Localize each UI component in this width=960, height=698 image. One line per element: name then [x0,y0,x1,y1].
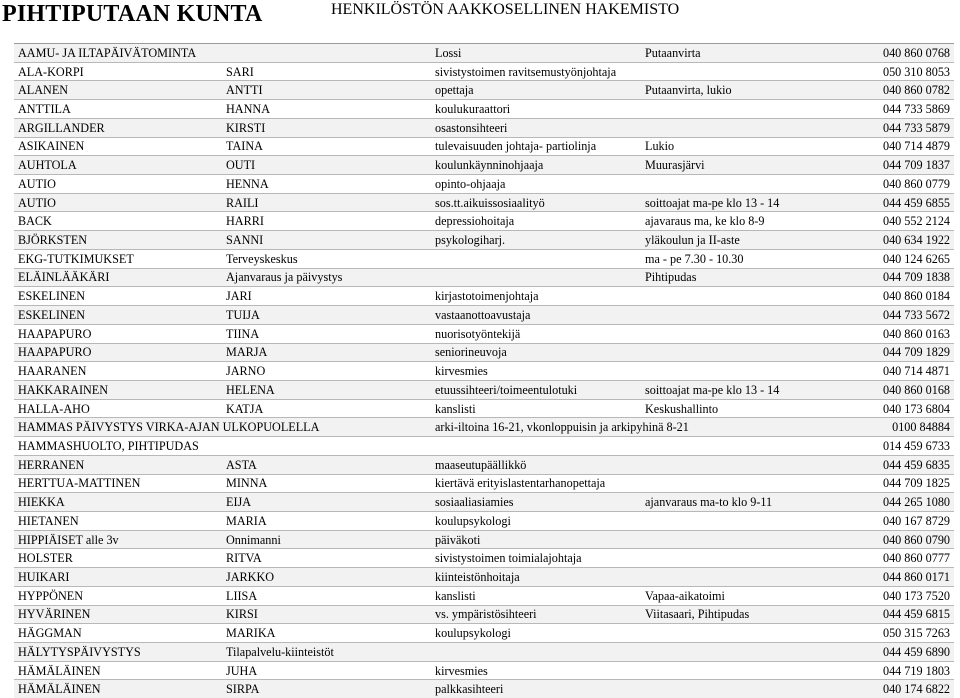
cell-title: nuorisotyöntekijä [431,324,641,343]
cell-phone: 044 459 6855 [849,193,954,212]
cell-surname: HÄMÄLÄINEN [14,661,222,680]
cell-location-note: ma - pe 7.30 - 10.30 [641,249,849,268]
cell-first-name: Ajanvaraus ja päivystys [222,268,431,287]
table-row [14,474,954,493]
cell-location-note [641,362,849,381]
cell-first-name: HELENA [222,380,431,399]
cell-title: kanslisti [431,399,641,418]
table-row [14,680,954,698]
cell-phone: 0100 84884 [849,418,954,437]
cell-surname: ANTTILA [14,100,222,119]
cell-surname: HAMMASHUOLTO, PIHTIPUDAS [14,437,222,456]
table-row [14,399,954,418]
table-row [14,137,954,156]
cell-first-name: HARRI [222,212,431,231]
table-row [14,81,954,100]
cell-title: seniorineuvoja [431,343,641,362]
cell-title: kiinteistönhoitaja [431,568,641,587]
cell-surname: HOLSTER [14,549,222,568]
cell-surname: HÄMÄLÄINEN [14,680,222,698]
cell-phone: 040 860 0168 [849,380,954,399]
table-row [14,100,954,119]
cell-title: vs. ympäristösihteeri [431,605,641,624]
cell-location-note [641,568,849,587]
cell-location-note [641,100,849,119]
table-row [14,605,954,624]
cell-first-name: MARJA [222,343,431,362]
cell-phone: 040 860 0163 [849,324,954,343]
cell-location-note [641,643,849,662]
cell-first-name [222,437,431,456]
cell-first-name: HENNA [222,175,431,194]
cell-phone: 050 310 8053 [849,62,954,81]
table-row [14,418,954,437]
cell-phone: 040 174 6822 [849,680,954,698]
cell-surname: BACK [14,212,222,231]
cell-surname: ALA-KORPI [14,62,222,81]
table-row [14,324,954,343]
cell-phone: 040 552 2124 [849,212,954,231]
cell-location-note: soittoajat ma-pe klo 13 - 14 [641,380,849,399]
cell-location-note [641,62,849,81]
cell-first-name: TAINA [222,137,431,156]
cell-phone: 040 860 0779 [849,175,954,194]
cell-title: tulevaisuuden johtaja- partiolinja [431,137,641,156]
cell-location-note: yläkoulun ja II-aste [641,231,849,250]
cell-first-name: MARIKA [222,624,431,643]
organization-title: PIHTIPUTAAN KUNTA [2,1,263,28]
cell-title: psykologiharj. [431,231,641,250]
cell-title: koulunkäynninohjaaja [431,156,641,175]
cell-surname: HAKKARAINEN [14,380,222,399]
cell-title: opettaja [431,81,641,100]
table-row [14,343,954,362]
cell-phone: 014 459 6733 [849,437,954,456]
cell-surname: AUTIO [14,175,222,194]
table-row [14,362,954,381]
cell-first-name: EIJA [222,493,431,512]
cell-location-note [641,530,849,549]
cell-first-name: TUIJA [222,306,431,325]
cell-title [431,643,641,662]
table-row [14,586,954,605]
cell-surname: HAMMAS PÄIVYSTYS VIRKA-AJAN ULKOPUOLELLA [14,418,222,437]
cell-phone: 040 714 4879 [849,137,954,156]
page-header [0,0,960,40]
cell-surname: AUHTOLA [14,156,222,175]
cell-first-name: HANNA [222,100,431,119]
cell-title: sos.tt.aikuissosiaalityö [431,193,641,212]
cell-first-name: RAILI [222,193,431,212]
cell-location-note: Keskushallinto [641,399,849,418]
table-row [14,175,954,194]
cell-phone: 044 709 1838 [849,268,954,287]
cell-location-note [641,437,849,456]
cell-phone: 040 860 0790 [849,530,954,549]
staff-directory-table [14,43,954,698]
cell-title [431,249,641,268]
cell-phone: 040 860 0184 [849,287,954,306]
cell-title: sivistystoimen toimialajohtaja [431,549,641,568]
cell-title: opinto-ohjaaja [431,175,641,194]
cell-location-note [641,474,849,493]
cell-surname: ESKELINEN [14,287,222,306]
cell-surname: HIEKKA [14,493,222,512]
table-row [14,62,954,81]
cell-first-name: TIINA [222,324,431,343]
cell-location-note [641,287,849,306]
cell-location-note: Vapaa-aikatoimi [641,586,849,605]
cell-title: maaseutupäällikkö [431,455,641,474]
cell-title: kirjastotoimenjohtaja [431,287,641,306]
cell-location-note: Putaanvirta, lukio [641,81,849,100]
cell-phone: 044 733 5672 [849,306,954,325]
cell-location-note: Putaanvirta [641,44,849,63]
cell-first-name [222,44,431,63]
cell-first-name: Onnimanni [222,530,431,549]
cell-phone: 040 860 0782 [849,81,954,100]
cell-location-note [641,661,849,680]
cell-surname: ESKELINEN [14,306,222,325]
cell-first-name: MARIA [222,511,431,530]
cell-surname: HÄLYTYSPÄIVYSTYS [14,643,222,662]
cell-phone: 044 459 6835 [849,455,954,474]
cell-location-note: Pihtipudas [641,268,849,287]
cell-title: koulukuraattori [431,100,641,119]
table-row [14,231,954,250]
cell-phone: 040 860 0768 [849,44,954,63]
cell-location-note: Viitasaari, Pihtipudas [641,605,849,624]
cell-first-name: OUTI [222,156,431,175]
cell-phone: 040 124 6265 [849,249,954,268]
cell-location-note [641,175,849,194]
cell-title: etuussihteeri/toimeentulotuki [431,380,641,399]
cell-title: depressiohoitaja [431,212,641,231]
cell-surname: HALLA-AHO [14,399,222,418]
cell-location-note [641,324,849,343]
cell-title: päiväkoti [431,530,641,549]
cell-title: Lossi [431,44,641,63]
cell-surname: EKG-TUTKIMUKSET [14,249,222,268]
cell-location-note: ajavaraus ma, ke klo 8-9 [641,212,849,231]
cell-phone: 044 733 5869 [849,100,954,119]
table-row [14,212,954,231]
cell-first-name: LIISA [222,586,431,605]
table-row [14,493,954,512]
cell-surname: ARGILLANDER [14,118,222,137]
cell-location-note [641,511,849,530]
cell-phone: 040 173 6804 [849,399,954,418]
cell-first-name: ASTA [222,455,431,474]
cell-first-name: RITVA [222,549,431,568]
table-row [14,530,954,549]
table-row [14,268,954,287]
cell-location-note [641,343,849,362]
cell-phone: 044 860 0171 [849,568,954,587]
cell-phone: 040 634 1922 [849,231,954,250]
cell-first-name: Tilapalvelu-kiinteistöt [222,643,431,662]
table-row [14,568,954,587]
cell-location-note [641,624,849,643]
cell-phone: 040 167 8729 [849,511,954,530]
cell-surname: HUIKARI [14,568,222,587]
cell-location-note [641,680,849,698]
cell-surname: ALANEN [14,81,222,100]
cell-location-note: Lukio [641,137,849,156]
table-row [14,549,954,568]
cell-surname: HYVÄRINEN [14,605,222,624]
cell-first-name: KATJA [222,399,431,418]
table-row [14,643,954,662]
cell-phone: 044 733 5879 [849,118,954,137]
table-row [14,193,954,212]
cell-surname: HIETANEN [14,511,222,530]
cell-phone: 044 709 1837 [849,156,954,175]
cell-title: palkkasihteeri [431,680,641,698]
cell-phone: 044 719 1803 [849,661,954,680]
cell-phone: 044 709 1825 [849,474,954,493]
cell-surname: HERRANEN [14,455,222,474]
table-row [14,380,954,399]
cell-title: koulupsykologi [431,511,641,530]
table-row [14,437,954,456]
cell-title: sivistystoimen ravitsemustyönjohtaja [431,62,641,81]
cell-first-name: JARKKO [222,568,431,587]
cell-location-note [641,549,849,568]
cell-location-note [641,306,849,325]
cell-title: sosiaaliasiamies [431,493,641,512]
cell-phone: 040 714 4871 [849,362,954,381]
cell-surname: ASIKAINEN [14,137,222,156]
cell-surname: HYPPÖNEN [14,586,222,605]
cell-title: vastaanottoavustaja [431,306,641,325]
cell-location-note [641,118,849,137]
table-row [14,661,954,680]
cell-surname: HAAPAPURO [14,324,222,343]
cell-surname: ELÄINLÄÄKÄRI [14,268,222,287]
table-row [14,455,954,474]
cell-surname: AAMU- JA ILTAPÄIVÄTOMINTA [14,44,222,63]
cell-title: osastonsihteeri [431,118,641,137]
cell-surname: HÄGGMAN [14,624,222,643]
table-row [14,287,954,306]
cell-location-note: soittoajat ma-pe klo 13 - 14 [641,193,849,212]
cell-first-name: SANNI [222,231,431,250]
cell-surname: HAARANEN [14,362,222,381]
cell-phone: 040 860 0777 [849,549,954,568]
cell-phone: 044 459 6890 [849,643,954,662]
cell-phone: 044 459 6815 [849,605,954,624]
cell-first-name: JUHA [222,661,431,680]
cell-surname: HERTTUA-MATTINEN [14,474,222,493]
cell-location-note [641,455,849,474]
cell-title: kirvesmies [431,362,641,381]
cell-first-name: ANTTI [222,81,431,100]
cell-surname: HAAPAPURO [14,343,222,362]
cell-first-name: KIRSTI [222,118,431,137]
table-row [14,624,954,643]
cell-phone: 044 265 1080 [849,493,954,512]
cell-title: kirvesmies [431,661,641,680]
cell-surname: HIPPIÄISET alle 3v [14,530,222,549]
cell-first-name: SIRPA [222,680,431,698]
table-row [14,118,954,137]
cell-surname: AUTIO [14,193,222,212]
table-row [14,511,954,530]
cell-first-name: Terveyskeskus [222,249,431,268]
cell-first-name: KIRSI [222,605,431,624]
cell-title: kiertävä erityislastentarhanopettaja [431,474,641,493]
cell-first-name: JARNO [222,362,431,381]
table-row [14,249,954,268]
cell-first-name: SARI [222,62,431,81]
cell-title [431,437,641,456]
cell-title [431,268,641,287]
cell-location-note: ajanvaraus ma-to klo 9-11 [641,493,849,512]
table-row [14,306,954,325]
cell-title: koulupsykologi [431,624,641,643]
cell-phone: 050 315 7263 [849,624,954,643]
cell-phone: 040 173 7520 [849,586,954,605]
cell-phone: 044 709 1829 [849,343,954,362]
cell-title: kanslisti [431,586,641,605]
cell-title: arki-iltoina 16-21, vkonloppuisin ja arkipyhinä 8-21 [431,418,641,437]
document-subtitle: HENKILÖSTÖN AAKKOSELLINEN HAKEMISTO [331,1,679,19]
cell-first-name: MINNA [222,474,431,493]
table-row [14,44,954,63]
cell-location-note: Muurasjärvi [641,156,849,175]
staff-directory-body [14,44,954,698]
cell-first-name: JARI [222,287,431,306]
cell-surname: BJÖRKSTEN [14,231,222,250]
table-row [14,156,954,175]
